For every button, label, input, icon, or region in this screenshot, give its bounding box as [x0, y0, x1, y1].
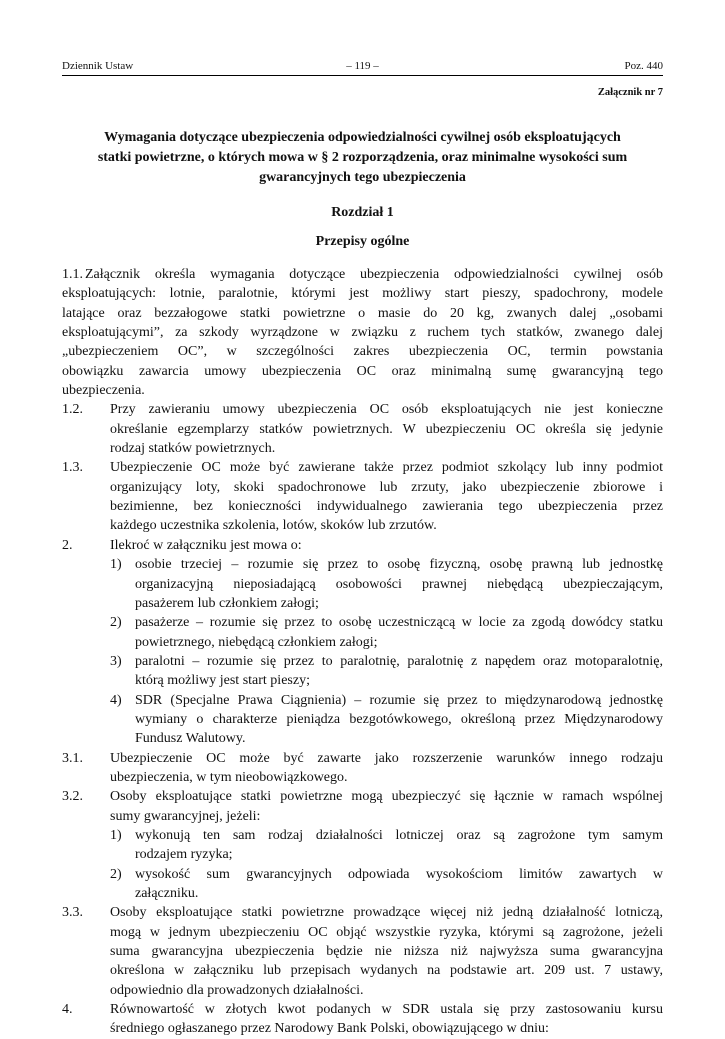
text-line — [62, 710, 663, 729]
line-text: suma gwarancyjna ubezpieczenia będzie nie niższa niż najwyższa suma gwarancyjna — [110, 944, 663, 960]
document-body — [62, 265, 663, 1039]
item-number: 3.2. — [62, 789, 83, 805]
item-number: 2) — [110, 866, 122, 882]
item-number: 1.3. — [62, 460, 83, 476]
text-line — [62, 400, 663, 419]
line-text: Ubezpieczenie OC może być zawarte jako rozszerzenie warunków innego rodzaju — [110, 750, 663, 766]
chapter-heading: Rozdział 1 — [331, 205, 394, 220]
text-line — [62, 420, 663, 439]
text-line — [62, 691, 663, 710]
text-line — [62, 304, 663, 323]
text-line — [62, 671, 663, 690]
line-text: „ubezpieczeniem OC”, w szczególności zakres ubezpieczenia OC, termin powstania — [62, 344, 663, 360]
line-text: organizujący loty, skoki spadochronowe lub zrzuty, jako ubezpieczenie zbiorowe i — [110, 479, 663, 495]
text-line — [62, 381, 663, 400]
journal-name: Dziennik Ustaw — [62, 60, 134, 72]
text-line — [62, 942, 663, 961]
item-number: 3.3. — [62, 905, 83, 921]
attachment-label: Załącznik nr 7 — [597, 87, 663, 98]
text-line — [62, 865, 663, 884]
text-line — [62, 555, 663, 574]
text-line — [62, 768, 663, 787]
line-text: ubezpieczenia, w tym nieobowiązkowego. — [110, 769, 348, 785]
title-line: Wymagania dotyczące ubezpieczenia odpowiedzialności cywilnej osób eksploatujących — [104, 130, 621, 145]
line-text: organizacyjną nieposiadającą osobowości prawnej niebędącą ubezpieczającym, — [135, 576, 663, 592]
line-text: którą możliwy jest start pieszy; — [135, 673, 310, 689]
line-text: średniego ogłaszanego przez Narodowy Bank Polski, obowiązującego w dniu: — [110, 1021, 549, 1037]
text-line — [62, 729, 663, 748]
line-text: wysokość sum gwarancyjnych odpowiada wysokościom limitów zawartych w — [135, 866, 663, 882]
line-text: Załącznik określa wymagania dotyczące ubezpieczenia odpowiedzialności cywilnej osób — [85, 267, 663, 282]
line-text: Fundusz Walutowy. — [135, 731, 246, 747]
title-line: gwarancyjnych tego ubezpieczenia — [259, 170, 466, 185]
line-text: rodzaj statków powietrznych. — [110, 441, 276, 457]
line-text: Osoby eksploatujące statki powietrzne prowadzące więcej niż jedną działalność lotniczą, — [110, 905, 663, 921]
item-number: 2) — [110, 615, 122, 631]
text-line — [62, 613, 663, 632]
chapter-title: Przepisy ogólne — [315, 234, 410, 249]
text-line — [62, 845, 663, 864]
text-line — [62, 923, 663, 942]
line-text: Ubezpieczenie OC może być zawierane także przez podmiot szkolący lub inny podmiot — [110, 460, 663, 476]
line-text: odpowiednio dla prowadzonych działalności. — [110, 982, 364, 998]
line-text: eksploatującymi”, za szkody wyrządzone w związku z ruchem tych statków, zwanego dalej — [62, 325, 663, 341]
text-line — [62, 981, 663, 1000]
text-line — [62, 439, 663, 458]
text-line — [62, 749, 663, 768]
document-title — [62, 128, 663, 188]
text-line — [62, 284, 663, 303]
text-line — [62, 884, 663, 903]
page-number: – 119 – — [346, 60, 379, 72]
line-text: sumy gwarancyjnej, jeżeli: — [110, 808, 261, 824]
item-number: 1) — [110, 827, 122, 843]
text-line — [62, 961, 663, 980]
line-text: każdego uczestnika szkolenia, lotów, skoków lub zrzutów. — [110, 518, 437, 534]
page-header — [62, 57, 663, 76]
line-text: ubezpieczenia. — [62, 383, 145, 399]
line-text: paralotni – rozumie się przez to paralotnię, paralotnię z napędem oraz motoparalotnię, — [135, 653, 663, 669]
line-text: bezimienne, bez konieczności indywidualnego zawierania tego ubezpieczenia przez — [110, 499, 663, 515]
line-text: wykonują ten sam rodzaj działalności lotniczej oraz są zagrożone tym samym — [135, 827, 663, 843]
text-line — [62, 1019, 663, 1038]
item-number: 4. — [62, 1002, 73, 1018]
line-text: pasażerem lub członkiem załogi; — [135, 595, 319, 611]
line-text: obowiązku zawarcia umowy ubezpieczenia OC oraz minimalną sumę gwarancyjną tego — [62, 363, 663, 379]
text-line — [62, 826, 663, 845]
text-line — [62, 787, 663, 806]
text-line — [62, 323, 663, 342]
line-text: osobie trzeciej – rozumie się przez to osobę fizyczną, osobę prawną lub jednostkę — [135, 557, 663, 573]
line-text: SDR (Specjalne Prawa Ciągnienia) – rozumie się przez to międzynarodową jednostkę — [135, 692, 663, 708]
text-line — [62, 265, 663, 284]
text-line — [62, 342, 663, 361]
text-line — [62, 575, 663, 594]
text-line — [62, 652, 663, 671]
line-text: określanie egzemplarzy statków powietrznych. W ubezpieczeniu OC określa się jedynie — [110, 421, 663, 437]
line-text: określona w załączniku lub przepisach wydanych na podstawie art. 209 ust. 7 ustawy, — [110, 963, 663, 979]
line-text: wymiany o charakterze pieniądza bezgotówkowego, określoną przez Międzynarodowy — [135, 711, 663, 727]
line-text: mogą w jednym ubezpieczeniu OC objąć wszystkie ryzyka, którymi są zagrożone, jeżeli — [110, 924, 663, 940]
line-text: Przy zawieraniu umowy ubezpieczenia OC osób eksploatujących nie jest konieczne — [110, 402, 663, 418]
text-line — [62, 516, 663, 535]
item-number: 1) — [110, 557, 122, 573]
position-number: Poz. 440 — [624, 60, 663, 72]
item-number: 3.1. — [62, 750, 83, 766]
item-number: 3) — [110, 653, 122, 669]
line-text: latające oraz bezzałogowe statki powietrzne o masie do 20 kg, zwanych dalej „osobami — [62, 305, 663, 321]
line-text: Osoby eksploatujące statki powietrzne mogą ubezpieczyć się łącznie w ramach wspólnej — [110, 789, 663, 805]
line-text: załączniku. — [135, 886, 199, 901]
text-line — [62, 458, 663, 477]
line-text: powietrznego, niebędącą członkiem załogi; — [135, 634, 378, 650]
text-line — [62, 903, 663, 922]
line-text: rodzajem ryzyka; — [135, 847, 233, 863]
text-line — [62, 497, 663, 516]
text-line — [62, 594, 663, 613]
item-number: 2. — [62, 537, 73, 553]
line-text: eksploatujących: lotnie, paralotnie, którymi jest możliwy start pieszy, spadochrony, modele — [62, 286, 663, 302]
item-number: 1.1. — [62, 267, 83, 282]
text-line — [62, 536, 663, 555]
line-text: Równowartość w złotych kwot podanych w SDR ustala się przy zastosowaniu kursu — [110, 1002, 663, 1018]
item-number: 1.2. — [62, 402, 83, 418]
text-line — [62, 1000, 663, 1019]
title-line: statki powietrzne, o których mowa w § 2 rozporządzenia, oraz minimalne wysokości sum — [97, 150, 628, 165]
text-line — [62, 807, 663, 826]
text-line — [62, 362, 663, 381]
line-text: Ilekroć w załączniku jest mowa o: — [110, 537, 302, 553]
line-text: pasażerze – rozumie się przez to osobę uczestniczącą w locie za zgodą dowódcy statku — [135, 615, 663, 631]
text-line — [62, 478, 663, 497]
item-number: 4) — [110, 692, 122, 708]
text-line — [62, 633, 663, 652]
